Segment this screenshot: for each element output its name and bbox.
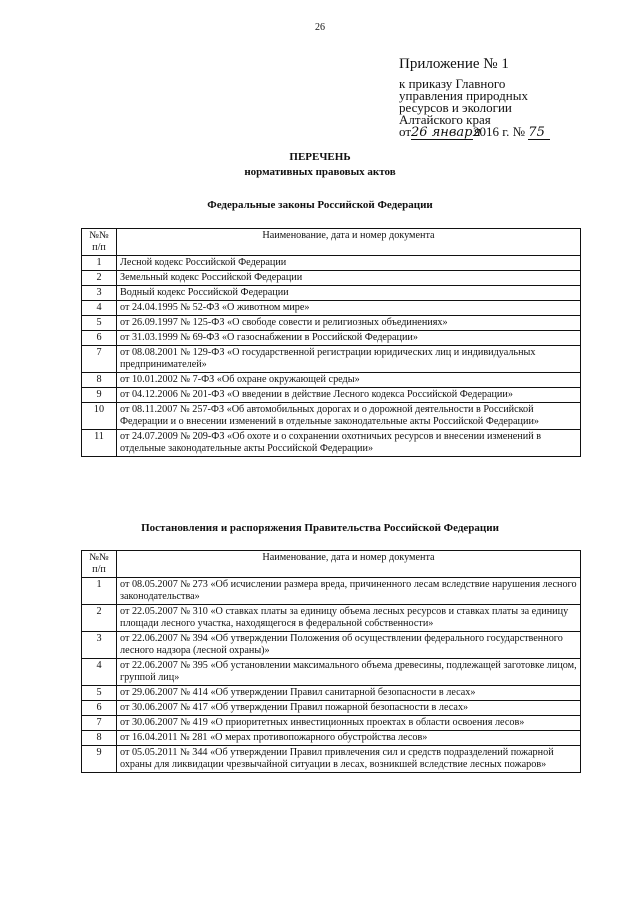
order-year: 2016 г. № [473,124,526,139]
document-name: Земельный кодекс Российской Федерации [117,271,581,286]
table-row [82,388,581,403]
row-number: 3 [82,632,117,659]
appendix-line: Алтайского края [399,112,491,127]
handwritten-order-number: 75 [528,127,550,140]
table-row [82,346,581,373]
document-name: от 22.06.2007 № 394 «Об утверждении Положения об осуществлении федерального государственного лесного надзора (лесной охраны)» [117,632,581,659]
column-header-number: №№ п/п [82,551,117,578]
table-row [82,605,581,632]
table-row [82,430,581,457]
government-acts-table-body [82,578,581,773]
table-row [82,286,581,301]
table-row [82,746,581,773]
table-row [82,716,581,731]
document-name: от 29.06.2007 № 414 «Об утверждении Правил санитарной безопасности в лесах» [117,686,581,701]
row-number: 3 [82,286,117,301]
table-row [82,331,581,346]
row-number: 7 [82,716,117,731]
appendix-line: управления природных [399,88,528,103]
document-name: Лесной кодекс Российской Федерации [117,256,581,271]
federal-laws-table [81,228,581,457]
column-header-name: Наименование, дата и номер документа [117,229,581,256]
document-name: от 30.06.2007 № 419 «О приоритетных инвестиционных проектах в области освоения лесов» [117,716,581,731]
document-name: от 05.05.2011 № 344 «Об утверждении Правил привлечения сил и средств подразделений пожарной охраны для ликвидации чрезвычайной ситуации в лесах, возникшей вследствие лесных пожаров» [117,746,581,773]
table-row [82,316,581,331]
row-number: 9 [82,388,117,403]
document-name: Водный кодекс Российской Федерации [117,286,581,301]
appendix-block [399,58,599,140]
table-row [82,632,581,659]
table-row [82,301,581,316]
document-name: от 24.07.2009 № 209-ФЗ «Об охоте и о сохранении охотничьих ресурсов и внесении изменений в отдельные законодательные акты Российской Федерации» [117,430,581,457]
row-number: 5 [82,686,117,701]
section-title-government-acts: Постановления и распоряжения Правительства Российской Федерации [141,522,499,534]
table-header-row [82,229,581,256]
document-title [0,150,640,180]
appendix-line: к приказу Главного [399,76,506,91]
handwritten-order-date: 26 января [411,125,482,140]
document-name: от 22.06.2007 № 395 «Об установлении максимального объема древесины, подлежащей заготовке лицом, группой лиц» [117,659,581,686]
row-number: 1 [82,256,117,271]
table-row [82,373,581,388]
table-row [82,403,581,430]
document-name: от 26.09.1997 № 125-ФЗ «О свободе совести и религиозных объединениях» [117,316,581,331]
table-row [82,731,581,746]
row-number: 2 [82,605,117,632]
row-number: 2 [82,271,117,286]
document-name: от 30.06.2007 № 417 «Об утверждении Правил пожарной безопасности в лесах» [117,701,581,716]
table-row [82,578,581,605]
row-number: 4 [82,301,117,316]
table-header-row [82,551,581,578]
row-number: 6 [82,701,117,716]
document-name: от 10.01.2002 № 7-ФЗ «Об охране окружающей среды» [117,373,581,388]
order-prefix: от [399,124,412,139]
page-number: 26 [315,22,325,33]
section-title-federal-laws: Федеральные законы Российской Федерации [207,199,433,211]
table-row [82,271,581,286]
row-number: 11 [82,430,117,457]
order-line [399,126,599,140]
document-name: от 16.04.2011 № 281 «О мерах противопожарного обустройства лесов» [117,731,581,746]
document-name: от 31.03.1999 № 69-ФЗ «О газоснабжении в Российской Федерации» [117,331,581,346]
document-name: от 24.04.1995 № 52-ФЗ «О животном мире» [117,301,581,316]
appendix-line: ресурсов и экологии [399,100,512,115]
column-header-name: Наименование, дата и номер документа [117,551,581,578]
document-name: от 04.12.2006 № 201-ФЗ «О введении в действие Лесного кодекса Российской Федерации» [117,388,581,403]
document-title-line2: нормативных правовых актов [244,166,396,178]
document-name: от 08.11.2007 № 257-ФЗ «Об автомобильных дорогах и о дорожной деятельности в Российской Федерации и о внесении изменений в отдельные законодательные акты Российской Федерации» [117,403,581,430]
table-row [82,686,581,701]
document-name: от 22.05.2007 № 310 «О ставках платы за единицу объема лесных ресурсов и ставках платы за единицу площади лесного участка, находящегося в федеральной собственности» [117,605,581,632]
row-number: 5 [82,316,117,331]
federal-laws-table-body [82,256,581,457]
government-acts-table [81,550,581,773]
row-number: 1 [82,578,117,605]
row-number: 10 [82,403,117,430]
row-number: 6 [82,331,117,346]
row-number: 8 [82,731,117,746]
row-number: 8 [82,373,117,388]
row-number: 7 [82,346,117,373]
column-header-number: №№ п/п [82,229,117,256]
document-name: от 08.05.2007 № 273 «Об исчислении размера вреда, причиненного лесам вследствие нарушения лесного законодательства» [117,578,581,605]
table-row [82,701,581,716]
row-number: 9 [82,746,117,773]
document-name: от 08.08.2001 № 129-ФЗ «О государственной регистрации юридических лиц и индивидуальных предпринимателей» [117,346,581,373]
row-number: 4 [82,659,117,686]
table-row [82,659,581,686]
table-row [82,256,581,271]
appendix-title: Приложение № 1 [399,56,509,72]
document-title-line1: ПЕРЕЧЕНЬ [289,151,351,163]
